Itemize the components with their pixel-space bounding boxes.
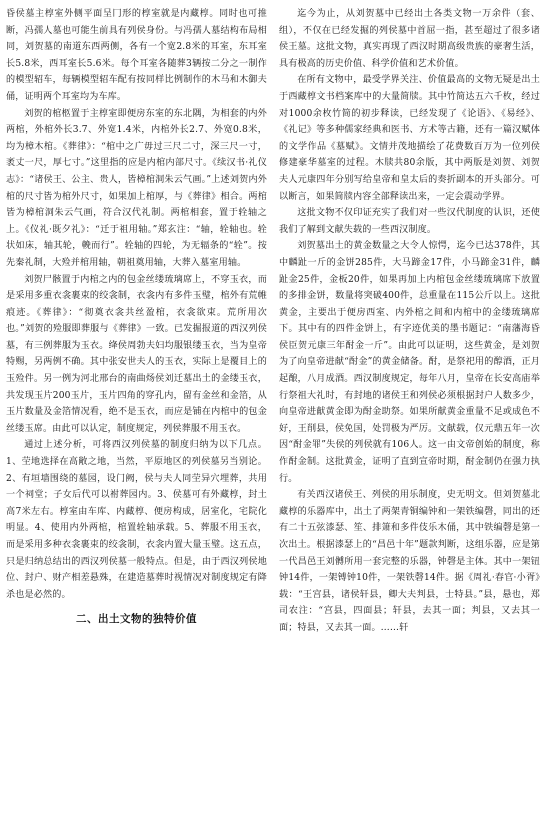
left-para-3: 刘贺尸骸置于内棺之内的包金丝缕琉璃席上，不穿玉衣，而是采用多重衣衾裹束的绞衾制，衣衾内有多件玉璧，棺外有荒帷痕迹。《葬律》：“彻奠衣衾共丝盈棺，衣衾欲束。荒所用次也。”刘贺的殓服即葬服与《葬律》一致。已发掘报道的西汉列侯墓，有三例葬服为玉衣。绛侯周勃夫妇均服银缕玉衣，当为皇帝特赐，另两例不确。其中张安世夫人的玉衣，实际上是覆目上的玉殓件。另一例为河北邢台的南曲炀侯刘迁墓出土的金缕玉衣，共发现玉片200玉片，玉片四角的穿孔内，留有金丝和金箔，从玉片数量及金箔情况看，绝不是玉衣，而应是铺在内棺中的包金丝缕玉席。由此可以认定，制度规定，列侯葬服不用玉衣。 [6, 274, 267, 434]
right-para-2: 在所有文物中，最受学界关注、价值最高的文物无疑是出土于西藏椁文书档案库中的大量简牍。其中竹简达五六千枚，经过对1000余枚竹简的初步释读，已经发现了《论语》、《易经》、《礼记》等多种儒家经典和医书、方术等古籍，还有一篇汉赋体的文学作品《墓赋》。文情并茂地描绘了花费数百万为一位列侯修建豪华墓室的过程。木牍共80余版，其中两版是刘贺、刘贺夫人元康四年分别写给皇帝和皇太后的奏折副本的开头部分。可以断言，如果简牍内容全部释读出来，一定会震动学界。 [279, 75, 540, 202]
right-column [279, 6, 540, 816]
right-para-1: 迄今为止，从刘贺墓中已经出土各类文物一万余件（套、组），不仅在已经发掘的列侯墓中首屈一指，甚至超过了很多诸侯王墓。这批文物，真实再现了西汉时期高级贵族的豪奢生活，具有极高的历史价值、科学价值和艺术价值。 [279, 9, 540, 69]
left-para-4: 通过上述分析，可将西汉列侯墓的制度归纳为以下几点。1、茔地选择在高敞之地，当然，平原地区的列侯墓另当别论。2、有垣墙围绕的墓园，设门阙，侯与夫人同茔异穴埋葬，共用一个祠堂；子女后代可以祔葬园内。3、侯墓可有外藏椁，封土高7米左右。椁室由车库、内藏椁、便房构成，居室化，宅院化明显。4、使用内外两棺，棺置辁轴承载。5、葬服不用玉衣，而是采用多种衣衾裹束的绞衾制，衣衾内置大量玉璧。这五点，只是归纳总结出的西汉列侯墓一般特点。但是，由于西汉列侯地位、封户、财产相差悬殊，在建造墓葬时视情况对制度规定有降杀也是必然的。 [6, 440, 267, 600]
two-column-body [6, 6, 540, 816]
right-para-3: 这批文物不仅印证充实了我们对一些汉代制度的认识，还使我们了解到文献失载的一些西汉制度。 [279, 208, 540, 235]
left-para-2: 刘贺的棺柩置于主椁室即便房东室的东北隅，为相套的内外两棺，外棺外长3.7、外宽1.4米，内棺外长2.7、外宽0.8米，均为樟木棺。《葬律》：“棺中之广毋过三尺二寸，深三尺一寸，袤丈一尺，厚七寸。”这里指的应是内棺内部尺寸。《续汉书·礼仪志》：“诸侯王、公主、贵人，皆樟棺洞朱云气画。”上述刘贺内外棺的尺寸皆为棺外尺寸，如果加上棺厚，与《葬律》相合。两棺皆为樟棺洞朱云气画，符合汉代礼制。两棺相套，置于辁轴之上。《仪礼·既夕礼》：“迁于祖用轴。”郑玄注：“轴，辁轴也。辁状如床，轴其轮，輓而行”。辁轴的四轮，为无辐条的“辁”。按先秦礼制，大殓并棺用轴，朝祖奠用轴，大葬入墓室用轴。 [6, 108, 267, 268]
section-heading: 二、出土文物的独特价值 [76, 613, 197, 626]
right-para-5: 有关西汉诸侯王、列侯的用乐制度，史无明文。但刘贺墓北藏椁的乐器库中，出土了两架青铜编钟和一架铁编磬，同出的还有二十五弦漆瑟、笙、排箫和多件伎乐木俑，其中铁编磬是第一次出土。根据漆瑟上的“昌邑十年”题款判断，这组乐器，应是第一代昌邑王刘髆所用一套完整的乐器，钟磬是主体。其中一架钮钟14件，一架镈钟10件，一架铁磬14件。据《周礼·春官·小胥》载：“王宫县，诸侯轩县，卿大夫判县，士特县。”县，悬也，郑司农注：“宫县，四面县；轩县，去其一面；判县，又去其一面；特县，又去其一面。……轩 [279, 490, 540, 633]
left-column [6, 6, 267, 816]
right-para-4: 刘贺墓出土的黄金数量之大令人惊愕，迄今已达378件，其中麟趾一斤的金饼285件，大马蹄金17件，小马蹄金31件，麟趾金25件，金板20件，如果再加上内棺包金丝缕琉璃席下放置的多排金饼，数量将突破400件，总重量在115公斤以上。这批黄金，主要出于便房西室、内外棺之间和内棺中的金缕琉璃席下。其中有的四件金饼上，有字迹优美的墨书题记：“南藩海昏侯臣贺元康三年酎金一斤”。由此可以证明，这些黄金，是刘贺为了向皇帝进献“酎金”的黄金储备。酎，是祭祀用的醇酒，正月起酿，八月成酒。西汉制度规定，每年八月，皇帝在长安高庙举行祭祖大礼时，有封地的诸侯王和列侯必须根据封户人数多少，向皇帝进献黄金即为酎金助祭。如果所献黄金重量不足或成色不好，王削县，侯免国，处罚极为严厉。文献载，仅元鼎五年一次因“酎金罪”失侯的列侯就有106人。这一由文帝创始的制度，称作酎金制。这批黄金，证明了直到宣帝时期，酎金制仍在强力执行。 [279, 241, 540, 484]
left-para-1: 昏侯墓主椁室外侧平面呈冂形的椁室就是内藏椁。同时也可推断，冯孺人墓也可能生前具有列侯身份。与冯孺人墓结构布局相同，刘贺墓的南道东西两侧，各有一个宽2.8米的耳室，东耳室长5.8米，西耳室长5.6米。每个耳室各随葬3辆按二分之一制作的模型轺车，每辆模型轺车配有按同样比例制作的木马和木御夫俑，证明两个耳室均为车库。 [6, 9, 267, 102]
